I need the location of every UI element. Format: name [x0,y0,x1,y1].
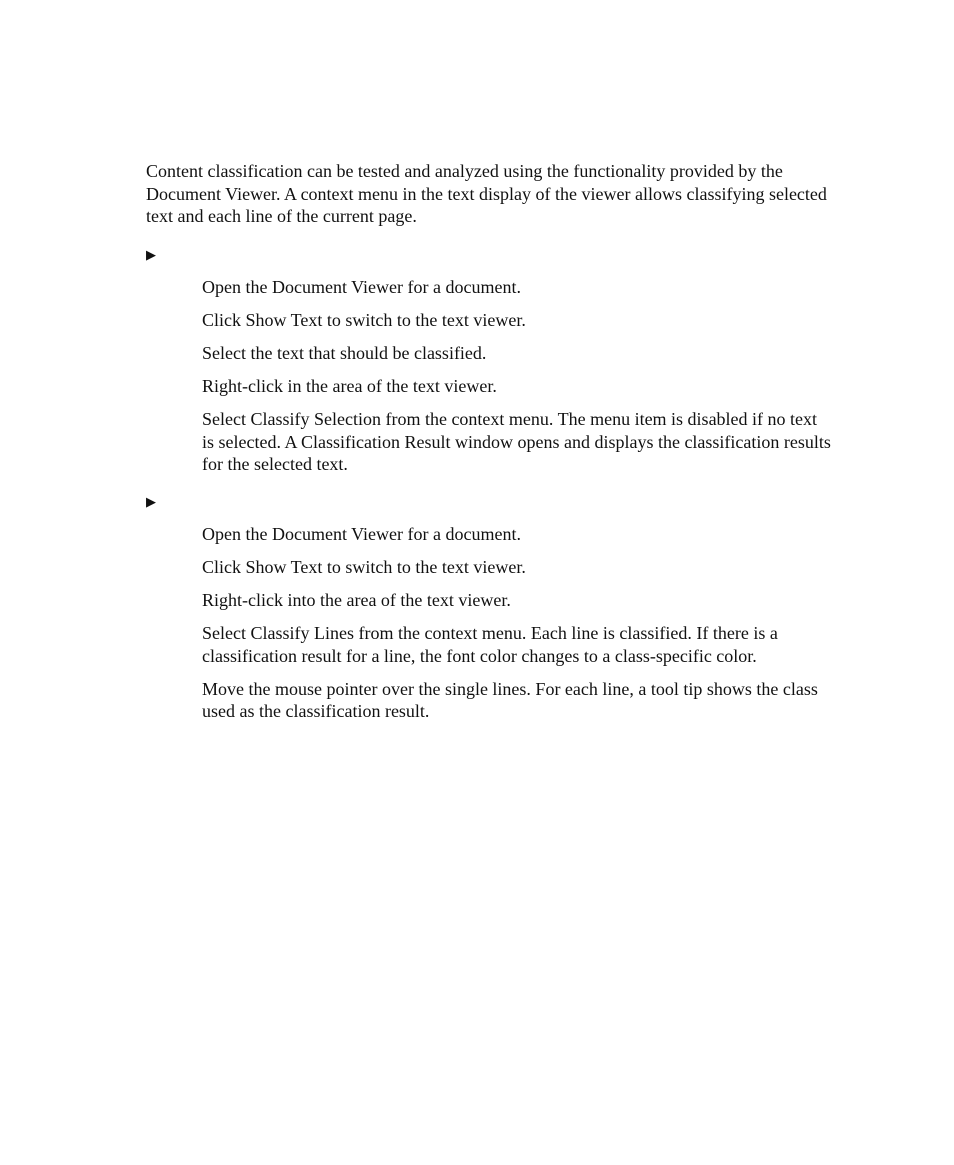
procedure-marker-icon: ▶ [146,494,156,509]
step-item: Click Show Text to switch to the text viewer. [202,310,526,330]
step-item: Right-click in the area of the text viewer. [202,376,497,396]
step-item: Right-click into the area of the text viewer. [202,590,511,610]
step-item: Select Classify Selection from the context menu. The menu item is disabled if no text is selected. A Classification Result window opens and displays the classification results for the selected text. [202,409,831,474]
procedure-marker-icon: ▶ [146,247,156,262]
procedure-steps-classify-selection [202,276,832,476]
intro-paragraph: Content classification can be tested and analyzed using the functionality provided by the Document Viewer. A context menu in the text display of the viewer allows classifying selected text and each line of the current page. [146,161,827,226]
step-item: Open the Document Viewer for a document. [202,277,521,297]
step-item: Move the mouse pointer over the single lines. For each line, a tool tip shows the class used as the classification result. [202,678,818,721]
step-item: Select Classify Lines from the context menu. Each line is classified. If there is a classification result for a line, the font color changes to a class-specific color. [202,623,778,666]
step-item: Select the text that should be classified. [202,343,487,363]
step-item: Open the Document Viewer for a document. [202,524,521,544]
procedure-steps-classify-lines [202,523,832,723]
step-item: Click Show Text to switch to the text viewer. [202,557,526,577]
